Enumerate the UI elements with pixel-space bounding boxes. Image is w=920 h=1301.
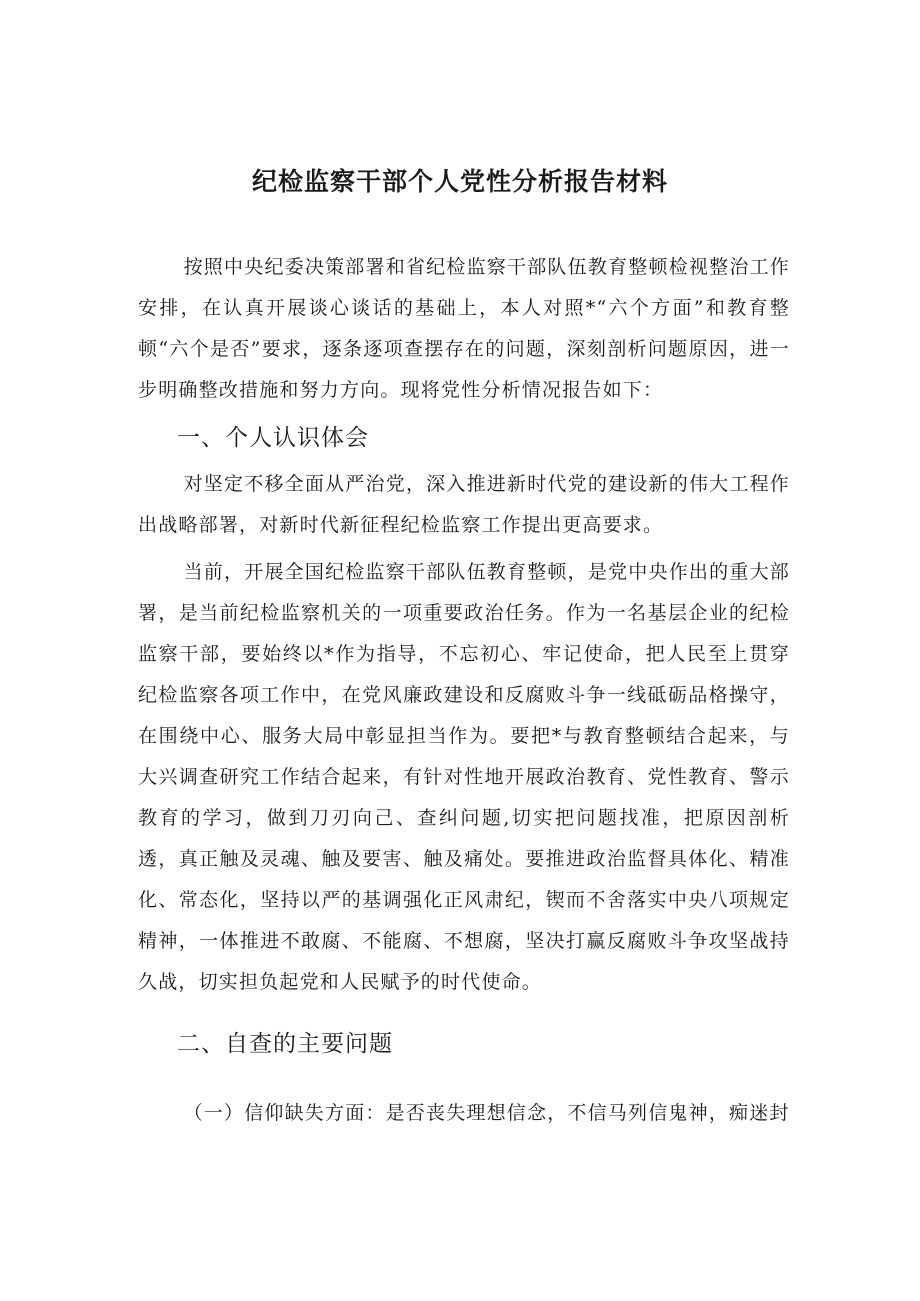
- section-heading-2: 二、自查的主要问题: [177, 1031, 393, 1057]
- section2-paragraph-1: （一）信仰缺失方面：是否丧失理想信念，不信马列信鬼神，痴迷封: [183, 1102, 790, 1124]
- intro-paragraph: 按照中央纪委决策部署和省纪检监察干部队伍教育整顿检视整治工作安排，在认真开展谈心谈话的基础上，本人对照*“六个方面”和教育整顿“六个是否”要求，逐条逐项查摆存在的问题，深刻剖析问题原因，进一步明确整改措施和努力方向。现将党性分析情况报告如下：: [138, 256, 790, 401]
- section1-paragraph-2: 当前，开展全国纪检监察干部队伍教育整顿，是党中央作出的重大部署，是当前纪检监察机关的一项重要政治任务。作为一名基层企业的纪检监察干部，要始终以*作为指导，不忘初心、牢记使命，把人民至上贯穿纪检监察各项工作中，在党风廉政建设和反腐败斗争一线砥砺品格操守，在围绕中心、服务大局中彰显担当作为。要把*与教育整顿结合起来，与大兴调查研究工作结合起来，有针对性地开展政治教育、党性教育、警示教育的学习，做到刀刃向己、查纠问题,切实把问题找准，把原因剖析透，真正触及灵魂、触及要害、触及痛处。要推进政治监督具体化、精准化、常态化，坚持以严的基调强化正风肃纪，锲而不舍落实中央八项规定精神，一体推进不敢腐、不能腐、不想腐，坚决打赢反腐败斗争攻坚战持久战，切实担负起党和人民赋予的时代使命。: [138, 561, 790, 993]
- document-title: 纪检监察干部个人党性分析报告材料: [251, 167, 668, 196]
- section-heading-1: 一、个人认识体会: [177, 425, 369, 451]
- section1-paragraph-1: 对坚定不移全面从严治党，深入推进新时代党的建设新的伟大工程作出战略部署，对新时代新征程纪检监察工作提出更高要求。: [138, 473, 790, 536]
